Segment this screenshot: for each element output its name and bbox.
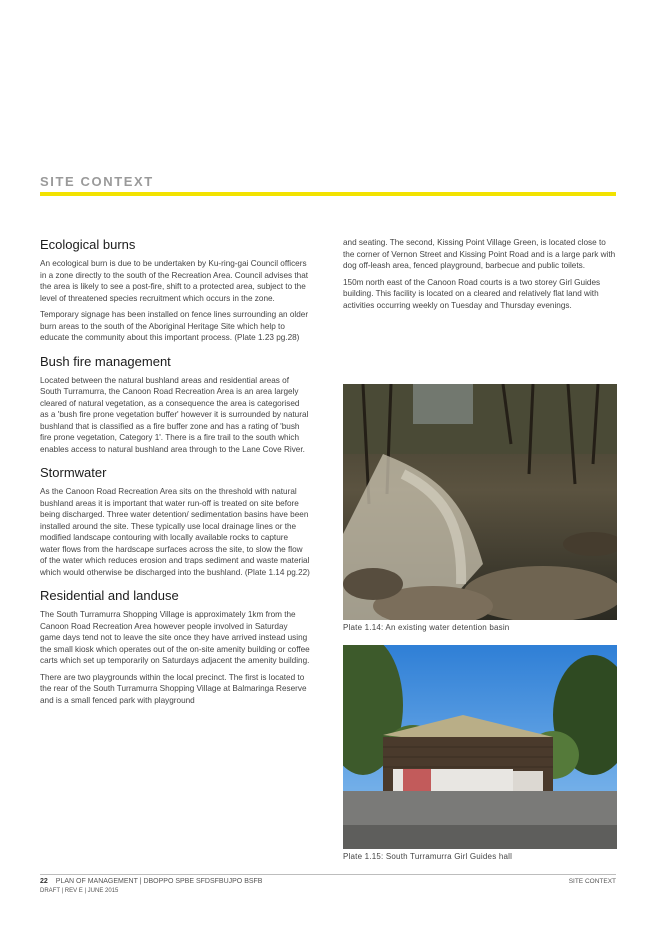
plate-number: Plate 1.15: [343, 852, 382, 861]
paragraph: 150m north east of the Canoon Road courts is a two storey Girl Guides building. This facility is located on a cleared and relatively flat land with activities occurring weekly on Tuesday and Thursday evenings.: [343, 277, 601, 310]
doc-title: PLAN OF MANAGEMENT | DBOPPO SPBE SFDSFBUJPO BSFB: [55, 878, 263, 885]
paragraph: There are two playgrounds within the local precinct. The first is located to the rear of the South Turramurra Shopping Village at Balmaringa Reserve and is a small fenced park with playground: [40, 672, 307, 705]
photo-girl-guides-hall: [343, 645, 617, 849]
plate-1-15-caption: [343, 852, 512, 861]
paragraph: Temporary signage has been installed on fence lines surrounding an older burn areas to the south of the Aboriginal Heritage Site which help to educate the community about this important process. (Plate 1.23 pg.28): [40, 310, 309, 342]
section-stormwater: [40, 465, 310, 578]
heading-ecological-burns: Ecological burns: [40, 237, 136, 252]
section-ecological-burns: [40, 237, 310, 344]
draft-line: DRAFT | REV E | JUNE 2015: [40, 888, 119, 894]
right-column: [343, 237, 617, 316]
heading-bush-fire-management: Bush fire management: [40, 353, 171, 369]
paragraph: As the Canoon Road Recreation Area sits on the threshold with natural bushland areas it is important that water run-off is treated on site before being discharged. Three water detention/ sedimentation basins have been installed around the site. These typically use local drainage lines or the modified landscape contouring with locally available rocks to capture water flows from the hardscape surfaces across the site, to slow the flow of the water which reduces erosion and traps sediment and waste material which would otherwise be discharged into the bushland. (Plate 1.14 pg.22): [40, 487, 310, 577]
plate-1-14-caption: [343, 623, 509, 632]
section-title: SITE CONTEXT: [40, 174, 154, 189]
plate-text: : An existing water detention basin: [381, 623, 510, 632]
section-residential-landuse: [40, 588, 310, 706]
plate-text: : South Turramurra Girl Guides hall: [381, 852, 513, 861]
heading-residential-landuse: Residential and landuse: [40, 588, 179, 603]
plate-number: Plate 1.14: [343, 623, 382, 632]
footer-left: [40, 878, 262, 894]
left-column: [40, 237, 310, 716]
paragraph: An ecological burn is due to be undertaken by Ku-ring-gai Council officers in a zone directly to the south of the Recreation Area. Council advises that the area is likely to see a post-fire, shift to a protected area, subject to the level of threatened species recruitment which occurs in the zone.: [40, 259, 309, 303]
paragraph: Located between the natural bushland areas and residential areas of South Turramurra, the Canoon Road Recreation Area is an area largely cleared of natural vegetation, as a consequence the area is categorised as a 'bush fire prone vegetation buffer' however it is surrounded by natural bushland that is classified as a fire buffer zone and has a rating of 'bush fire prone vegetation, Category 1'. There is a fire trail to the south which enables access to natural bushland area through to the Lane Cove River.: [40, 375, 309, 454]
paragraph: The South Turramurra Shopping Village is approximately 1km from the Canoon Road Recreation Area however people involved in Saturday game days tend not to leave the site once they have arrived instead using the small kiosk which operates out of the on-site amenity building or coffee carts which set up temporarily on Saturdays adjacent the amenity building.: [40, 610, 310, 665]
page-number: 22: [40, 878, 48, 885]
section-title-rule: [40, 192, 616, 196]
paragraph: and seating. The second, Kissing Point Village Green, is located close to the corner of Vernon Street and Kissing Point Road and is a large park with dog off-leash area, fenced playground, barbecue and public toilets.: [343, 238, 616, 270]
section-bush-fire-management: [40, 354, 310, 456]
footer-rule: [40, 874, 616, 875]
photo-water-detention-basin: [343, 384, 617, 620]
footer-section-label: SITE CONTEXT: [568, 878, 616, 885]
heading-stormwater: Stormwater: [40, 465, 107, 480]
